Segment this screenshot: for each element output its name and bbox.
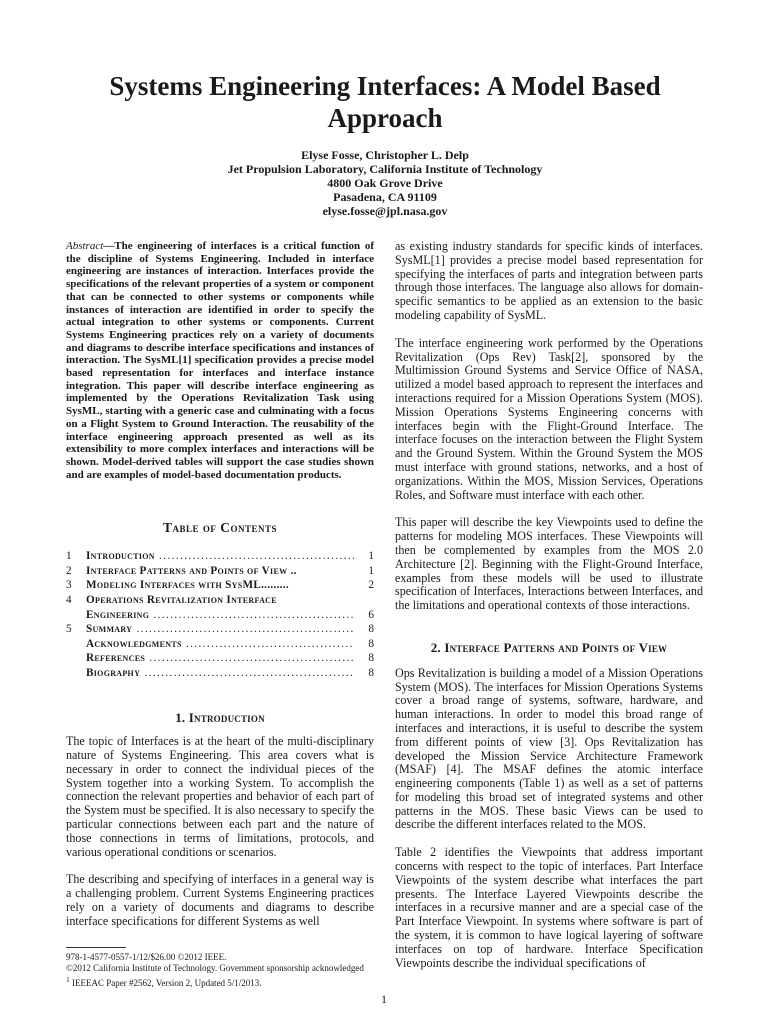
- author-block: [60, 148, 710, 218]
- paragraph: Table 2 identifies the Viewpoints that address important concerns with respect to the topic of interfaces. Part Interface Viewpoints of the system describe what interfaces the part presents. The Interface Layered Viewpoints describe the interfaces in a recursive manner and are a special case of the Part Interface Viewpoint. In systems where software is part of the system, it is common to have logical layering of software interfaces on top of hardware. Interface Specification Viewpoints describe the individual specifications of: [395, 845, 703, 970]
- left-column: [66, 240, 374, 989]
- table-of-contents: [66, 549, 374, 680]
- toc-page: 8: [368, 637, 374, 650]
- toc-entry[interactable]: [66, 593, 374, 608]
- paragraph: The topic of Interfaces is at the heart of the multi-disciplinary nature of Systems Engineering. This area covers what is necessary in order to connect the individual pieces of the System together into a working System. To accomplish the connection the relevant properties and behavior of each part of the System must be specified. It is also necessary to specify the particular connections between each part and the nature of those connections in terms of limitations, protocols, and various operational conditions or scenarios.: [66, 734, 374, 859]
- toc-entry[interactable]: [66, 637, 374, 652]
- toc-entry[interactable]: [66, 608, 374, 623]
- address-line-2: Pasadena, CA 91109: [333, 190, 437, 204]
- paragraph: Ops Revitalization is building a model of a Mission Operations System (MOS). The interfaces for Mission Operations Systems cover a broad range of systems, software, hardware, and human interactions. In order to model this broad range of interfaces and interactions, it is useful to describe the system from different points of view [3]. Ops Revitalization has developed the Mission Service Architecture Framework (MSAF) [4]. The MSAF defines the atomic interface engineering components (Table 1) as well as a set of patterns for modeling this broad set of integrated systems and other patterns in the MOS. These basic Views can be used to describe the different interfaces related to the MOS.: [395, 665, 703, 832]
- toc-page: 8: [368, 652, 374, 665]
- paragraph: This paper will describe the key Viewpoints used to define the patterns for modeling MOS interfaces. These Viewpoints will then be complemented by examples from the MOS 2.0 Architecture [2]. Beginning with the Flight-Ground Interface, examples from these models will be used to illustrate specification of Interfaces, Interactions between Interfaces, and the limitations and operational contexts of those interactions.: [395, 515, 703, 613]
- author-email: elyse.fosse@jpl.nasa.gov: [322, 204, 448, 218]
- toc-page: 6: [368, 608, 374, 621]
- footnote-paper-id: [66, 974, 374, 989]
- author-names: Elyse Fosse, Christopher L. Delp: [301, 148, 469, 162]
- toc-label: Interface Patterns and Points of View ..: [86, 564, 297, 577]
- toc-number: 1: [66, 550, 72, 563]
- footnote-copyright: 978-1-4577-0557-1/12/$26.00 ©2012 IEEE.: [66, 951, 227, 962]
- paper-title: Systems Engineering Interfaces: A Model Based Approach: [109, 71, 661, 133]
- toc-label: Modeling Interfaces with SysML.........: [86, 579, 289, 592]
- toc-entry[interactable]: [66, 622, 374, 637]
- page-number: 1: [381, 992, 387, 1006]
- abstract: [66, 240, 374, 481]
- toc-entry[interactable]: [66, 666, 374, 681]
- section-heading-interface-patterns: 2. Interface Patterns and Points of View: [430, 639, 668, 655]
- toc-label: References .....: [86, 651, 354, 666]
- toc-entry[interactable]: [66, 549, 374, 564]
- toc-label: Introduction .....: [86, 549, 354, 564]
- footnote-mark: 1: [66, 974, 70, 984]
- toc-entry[interactable]: [66, 578, 374, 593]
- toc-label: Summary .....: [86, 622, 354, 637]
- toc-number: 2: [66, 564, 72, 577]
- section-heading-introduction: 1. Introduction: [175, 709, 265, 725]
- address-line-1: 4800 Oak Grove Drive: [327, 176, 443, 190]
- toc-entry[interactable]: [66, 564, 374, 579]
- toc-heading: Table of Contents: [162, 520, 278, 536]
- toc-page: 8: [368, 666, 374, 679]
- affiliation: Jet Propulsion Laboratory, California Institute of Technology: [227, 162, 543, 176]
- right-column: [395, 240, 703, 984]
- abstract-text: —The engineering of interfaces is a critical function of the discipline of Systems Engineering. Included in interface engineering are instances of interaction. Interfaces provide the specifications of the relevant properties of a system or component that can be connected to other systems or components while instances of interaction are identified in order to specify the actual integration to other systems or components. Current Systems Engineering practices rely on a variety of documents and diagrams to describe interface specifications and instances of interaction. The SysML[1] specification provides a precise model based representation for interfaces and interface instance integration. This paper will describe interface engineering as implemented by the Operations Revitalization Task using SysML, starting with a generic case and culminating with a focus on a Flight System to Ground Interaction. The reusability of the interface engineering approach presented as well as its extensibility to more complex interfaces and interactions will be shown. Model-derived tables will support the case studies shown and are examples of model-based documentation products.: [66, 240, 374, 481]
- paragraph: The describing and specifying of interfaces in a general way is a challenging problem. Current Systems Engineering practices rely on a variety of documents and diagrams to describe interface specifications for different Systems as well: [66, 872, 374, 928]
- toc-label: Operations Revitalization Interface: [86, 593, 277, 606]
- toc-number: 4: [66, 593, 72, 606]
- footnote-sponsorship: ©2012 California Institute of Technology. Government sponsorship acknowledged: [66, 962, 364, 973]
- toc-number: 5: [66, 623, 72, 636]
- toc-label: Acknowledgments .....: [86, 637, 354, 652]
- toc-page: 2: [368, 579, 374, 592]
- toc-number: 3: [66, 579, 72, 592]
- toc-label: Biography .....: [86, 666, 354, 681]
- toc-page: 8: [368, 623, 374, 636]
- footnote-divider: [66, 947, 126, 948]
- toc-page: 1: [368, 550, 374, 563]
- paragraph: The interface engineering work performed by the Operations Revitalization (Ops Rev) Task[2], sponsored by the Multimission Ground Systems and Service Office of NASA, utilized a model based approach to represent the interfaces and interactions required for a Mission Operations System (MOS). Mission Operations Systems Engineering concerns with interfaces begin with the Flight-Ground Interface. The interface focuses on the interaction between the Flight System and the Ground System. Within the Ground System the MOS must interface with ground stations, networks, and a host of organizations. Within the MOS, Mission Services, Operations Roles, and Software must interface with each other.: [395, 335, 703, 502]
- footnote-paper-id-text: IEEEAC Paper #2562, Version 2, Updated 5/1/2013.: [72, 977, 262, 988]
- abstract-label: Abstract: [66, 240, 104, 252]
- toc-entry[interactable]: [66, 651, 374, 666]
- toc-page: 1: [368, 564, 374, 577]
- paragraph: as existing industry standards for specific kinds of interfaces. SysML[1] provides a precise model based representation for specifying the interfaces of parts and integration between parts through those interfaces. The language also allows for domain-specific semantics to be applied as an extension to the basic modeling capability of SysML.: [395, 239, 703, 322]
- toc-label: Engineering .....: [86, 608, 354, 623]
